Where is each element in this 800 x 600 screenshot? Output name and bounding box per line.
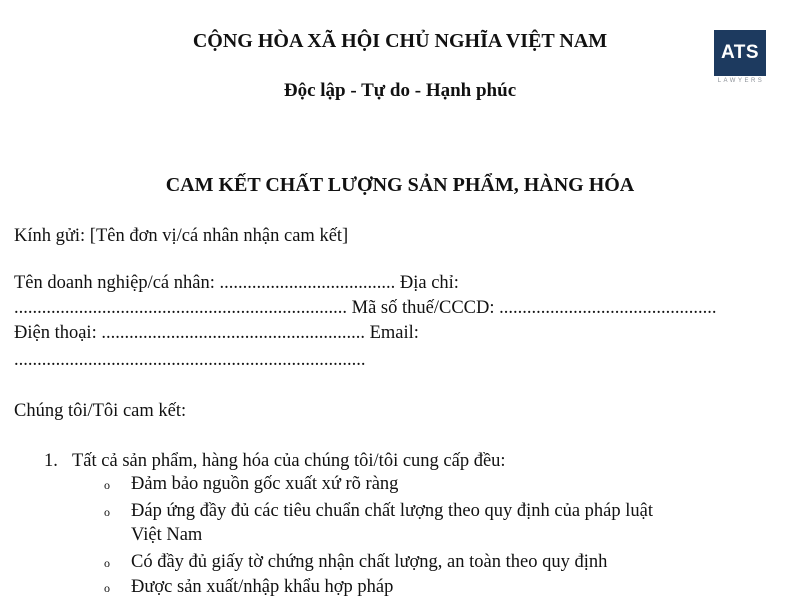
bullet-icon: o [104, 581, 110, 595]
sub-item-continuation: Việt Nam [131, 525, 203, 545]
list-item-number: 1. [44, 451, 58, 471]
sub-item: Đáp ứng đầy đủ các tiêu chuẩn chất lượng theo quy định của pháp luật [131, 501, 653, 521]
recipient-line: Kính gửi: [Tên đơn vị/cá nhân nhận cam kết] [14, 226, 349, 246]
company-line: Tên doanh nghiệp/cá nhân: ...................................... Địa chỉ: [14, 273, 459, 293]
email-dots-line: ............................................................................ [14, 350, 366, 370]
sub-item: Có đầy đủ giấy tờ chứng nhận chất lượng, an toàn theo quy định [131, 552, 608, 572]
commit-intro: Chúng tôi/Tôi cam kết: [14, 401, 187, 421]
bullet-icon: o [104, 478, 110, 492]
logo-mark: ATS [714, 30, 766, 76]
sub-item: Được sản xuất/nhập khẩu hợp pháp [131, 577, 394, 597]
logo-subtitle: LAWYERS [717, 78, 765, 84]
document-title: CAM KẾT CHẤT LƯỢNG SẢN PHẨM, HÀNG HÓA [165, 174, 635, 196]
ats-logo [714, 30, 768, 88]
national-title: CỘNG HÒA XÃ HỘI CHỦ NGHĨA VIỆT NAM [192, 30, 608, 52]
list-item-text: Tất cả sản phẩm, hàng hóa của chúng tôi/tôi cung cấp đều: [72, 451, 506, 471]
sub-item: Đảm bảo nguồn gốc xuất xứ rõ ràng [131, 474, 399, 494]
motto: Độc lập - Tự do - Hạnh phúc [283, 80, 517, 101]
bullet-icon: o [104, 505, 110, 519]
phone-line: Điện thoại: ......................................................... Email: [14, 323, 419, 343]
tax-line: ........................................................................ Mã số thuế/CCCD: ............................................... [14, 298, 717, 318]
bullet-icon: o [104, 556, 110, 570]
